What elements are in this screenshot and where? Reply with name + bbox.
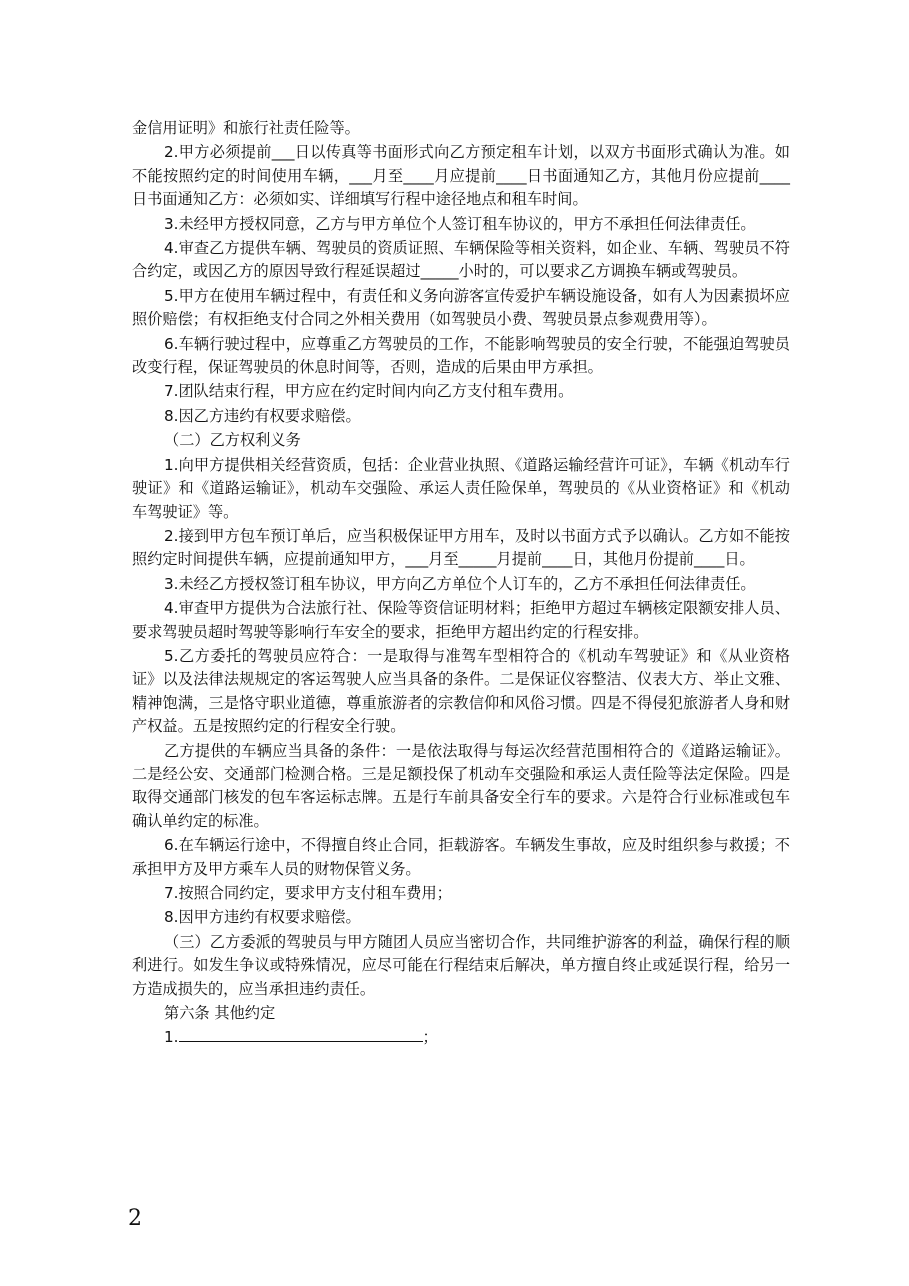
paragraph-14: 乙方提供的车辆应当具备的条件：一是依法取得与每运次经营范围相符合的《道路运输证》。二是经公安、交通部门检测合格。三是足额投保了机动车交强险和承运人责任险等法定保险。四是取得交通部门核发的包车客运标志牌。五是行车前具备安全行车的要求。六是符合行业标准或包车确认单约定的标准。 (132, 741, 790, 830)
other-agreement-item (132, 1026, 790, 1049)
paragraph-11: 3.未经乙方授权签订租车协议，甲方向乙方单位个人订车的，乙方不承担任何法律责任。 (164, 574, 756, 593)
paragraph-2: 3.未经甲方授权同意，乙方与甲方单位个人签订租车协议的，甲方不承担任何法律责任。 (164, 214, 756, 233)
paragraph-3: 4.审查乙方提供车辆、驾驶员的资质证照、车辆保险等相关资料，如企业、车辆、驾驶员不符合约定，或因乙方的原因导致行程延误超过_____小时的，可以要求乙方调换车辆或驾驶员。 (132, 239, 790, 281)
item-number: 1. (164, 1028, 179, 1047)
paragraph-18: （三）乙方委派的驾驶员与甲方随团人员应当密切合作，共同维护游客的利益，确保行程的顺利进行。如发生争议或特殊情况，应尽可能在行程结束后解决，单方擅自终止或延误行程，给另一方造成损失的，应当承担违约责任。 (132, 932, 790, 998)
article-heading: 第六条 其他约定 (164, 1004, 276, 1023)
paragraph-0: 金信用证明》和旅行社责任险等。 (132, 119, 360, 137)
paragraph-6: 7.团队结束行程，甲方应在约定时间内向乙方支付租车费用。 (164, 382, 574, 401)
section-heading-2: （二）乙方权利义务 (164, 431, 301, 450)
paragraph-13: 5.乙方委托的驾驶员应符合：一是取得与准驾车型相符合的《机动车驾驶证》和《从业资格证》以及法律法规规定的客运驾驶人应当具备的条件。二是保证仪容整洁、仪表大方、举止文雅、精神饱满，三是恪守职业道德，尊重旅游者的宗教信仰和风俗习惯。四是不得侵犯旅游者人身和财产权益。五是按照约定的行程安全行驶。 (132, 646, 790, 736)
paragraph-17: 8.因甲方违约有权要求赔偿。 (164, 908, 361, 927)
paragraph-7: 8.因乙方违约有权要求赔偿。 (164, 406, 361, 425)
paragraph-1: 2.甲方必须提前___日以传真等书面形式向乙方预定租车计划，以双方书面形式确认为准。如不能按照约定的时间使用车辆，___月至____月应提前____日书面通知乙方，其他月份应提前____日书面通知乙方：必须如实、详细填写行程中途径地点和租车时间。 (132, 143, 790, 209)
paragraph-9: 1.向甲方提供相关经营资质，包括：企业营业执照、《道路运输经营许可证》，车辆《机动车行驶证》和《道路运输证》，机动车交强险、承运人责任险保单，驾驶员的《从业资格证》和《机动车驾驶证》等。 (132, 455, 790, 521)
paragraph-16: 7.按照合同约定，要求甲方支付租车费用； (164, 884, 452, 902)
fill-in-blank-line (179, 1026, 423, 1042)
document-body (132, 117, 790, 1051)
page-number: 2 (128, 1206, 142, 1231)
paragraph-12: 4.审查甲方提供为合法旅行社、保险等资信证明材料；拒绝甲方超过车辆核定限额安排人员、要求驾驶员超时驾驶等影响行车安全的要求，拒绝甲方超出约定的行程安排。 (132, 599, 790, 641)
item-end-punctuation: ； (422, 1028, 438, 1047)
paragraph-5: 6.车辆行驶过程中，应尊重乙方驾驶员的工作，不能影响驾驶员的安全行驶，不能强迫驾驶员改变行程，保证驾驶员的休息时间等，否则，造成的后果由甲方承担。 (132, 334, 790, 377)
paragraph-4: 5.甲方在使用车辆过程中，有责任和义务向游客宣传爱护车辆设施设备，如有人为因素损坏应照价赔偿；有权拒绝支付合同之外相关费用（如驾驶员小费、驾驶员景点参观费用等）。 (132, 286, 790, 329)
paragraph-15: 6.在车辆运行途中，不得擅自终止合同，拒载游客。车辆发生事故，应及时组织参与救援；不承担甲方及甲方乘车人员的财物保管义务。 (132, 836, 790, 878)
paragraph-10: 2.接到甲方包车预订单后，应当积极保证甲方用车，及时以书面方式予以确认。乙方如不能按照约定时间提供车辆，应提前通知甲方，___月至_____月提前____日，其他月份提前____日。 (132, 526, 790, 569)
